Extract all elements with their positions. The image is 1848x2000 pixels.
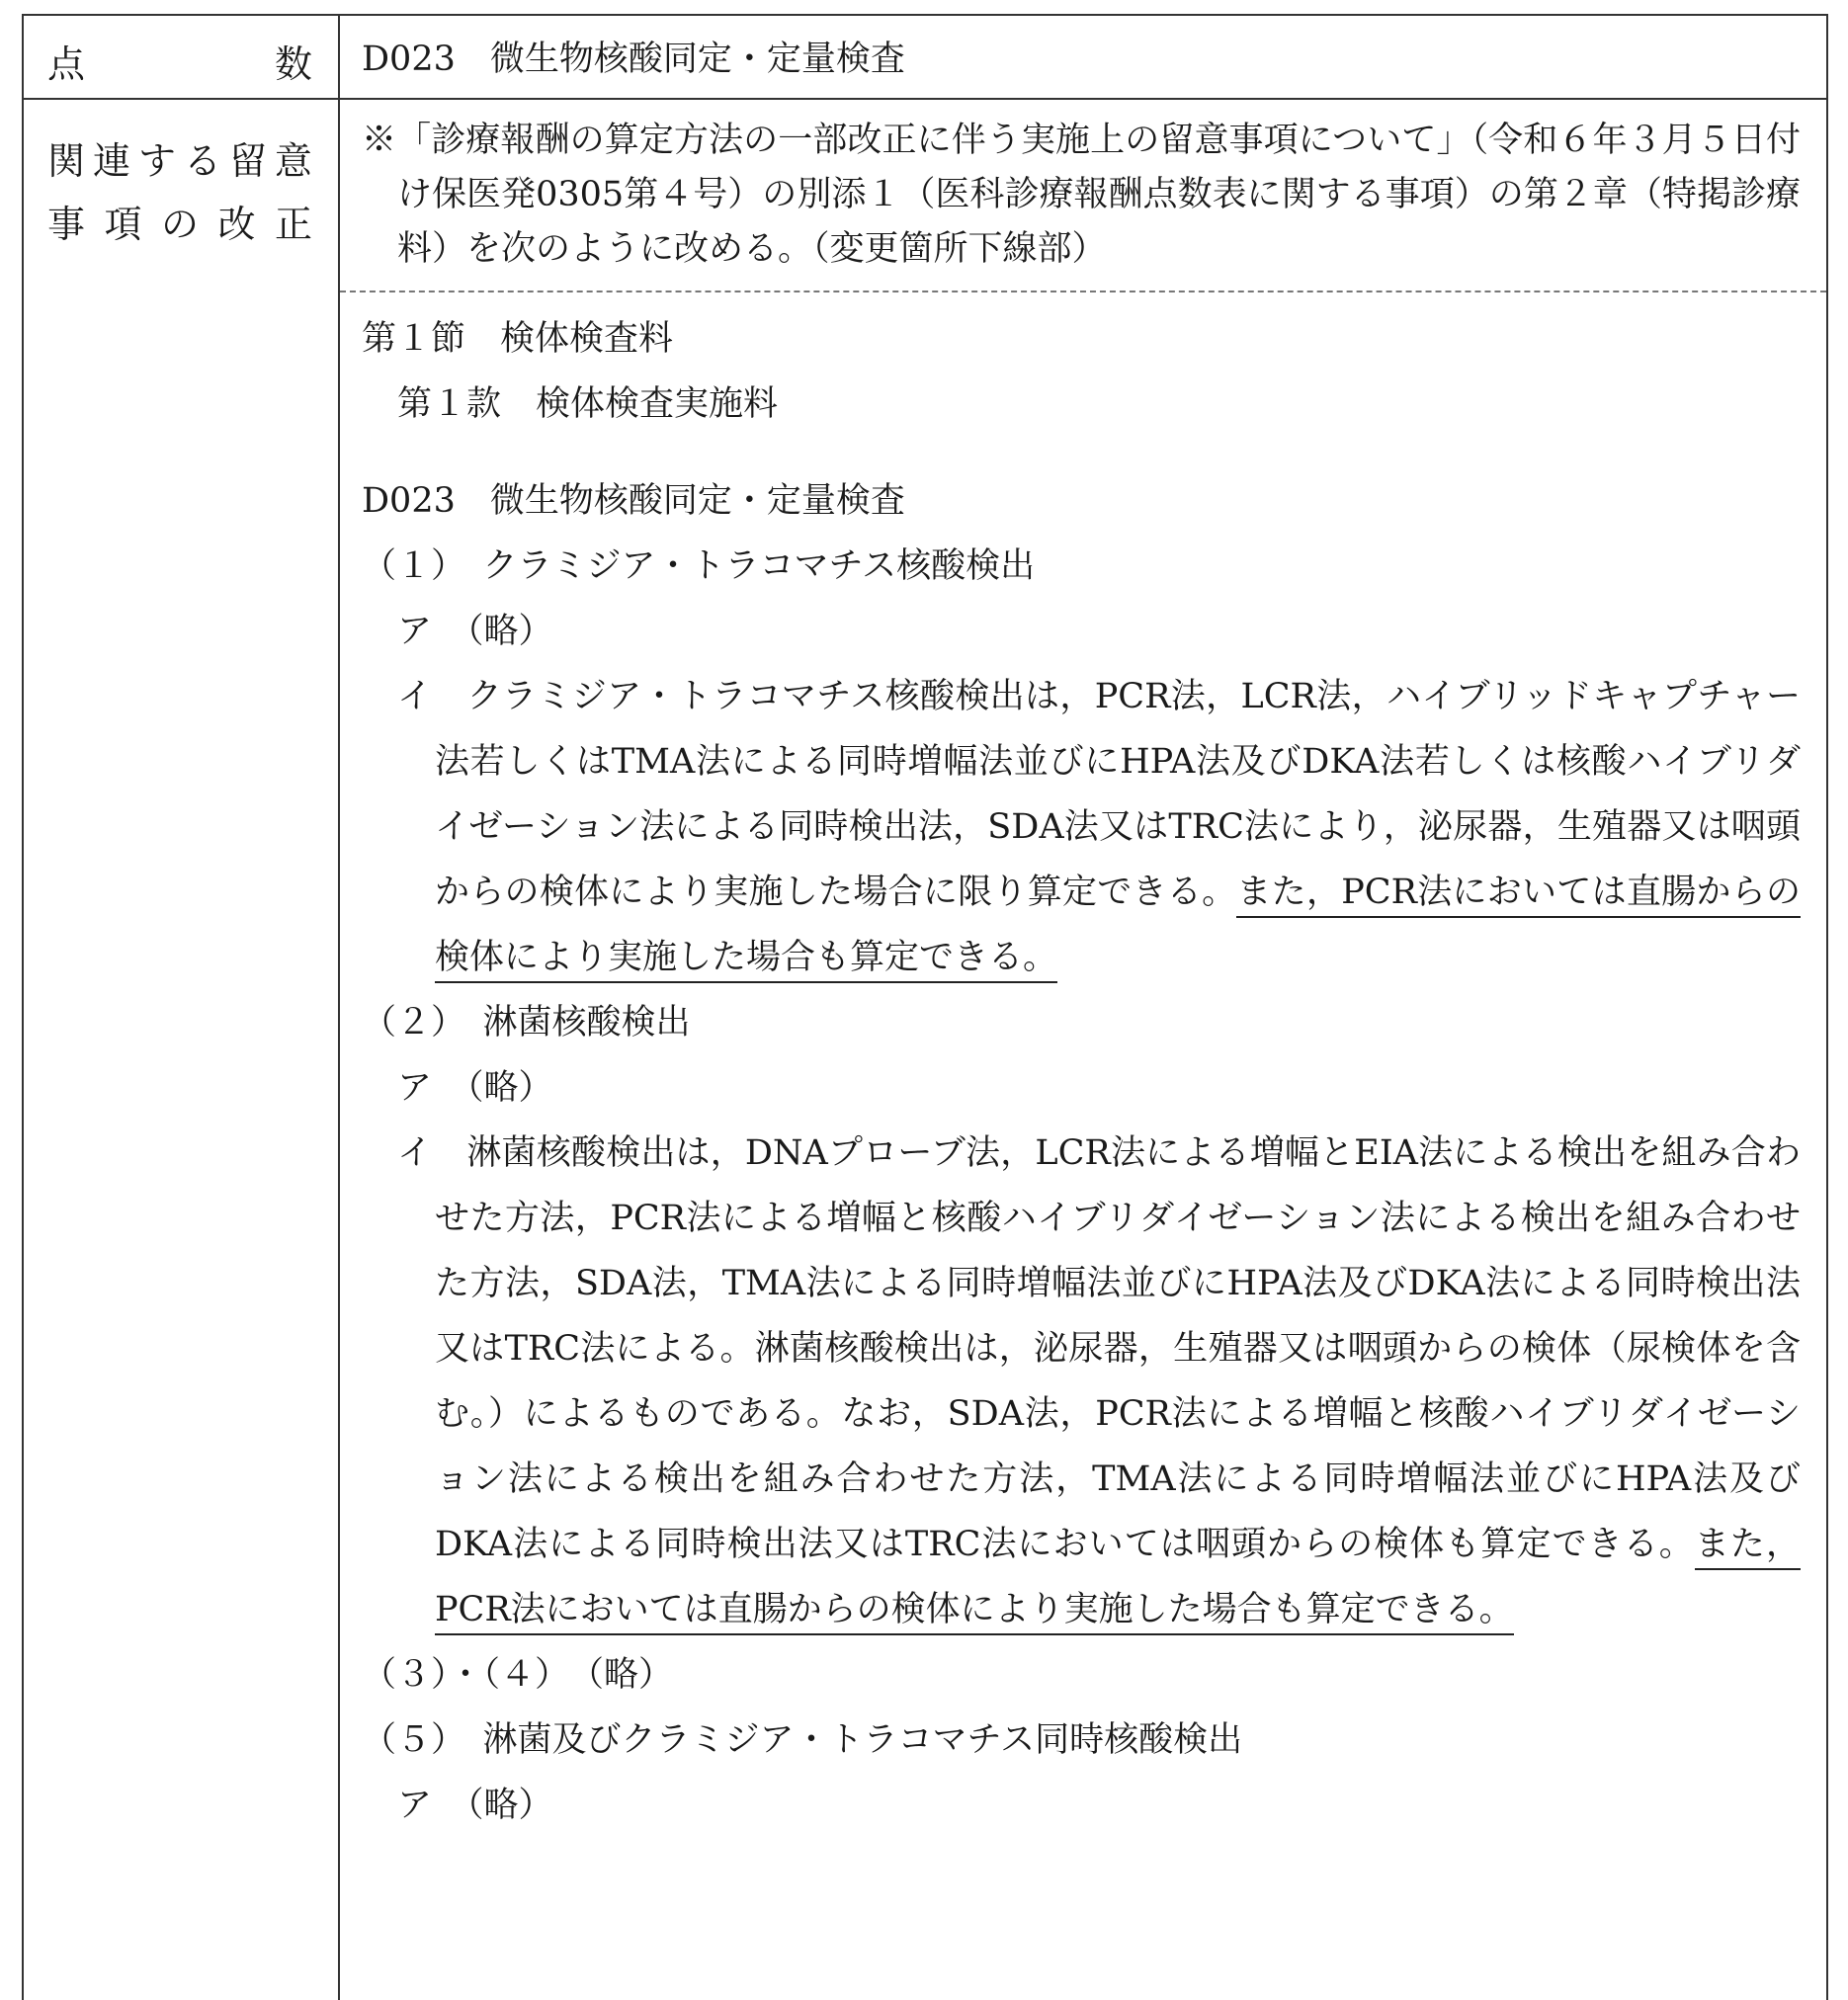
notice-text: ※「診療報酬の算定方法の一部改正に伴う実施上の留意事項について」（令和６年３月５日付け保医発0305第４号）の別添１（医科診療報酬点数表に関する事項）の第２章（特掲診療料）を次のように改める。（変更箇所下線部） bbox=[362, 121, 1801, 270]
notes-label-char: る bbox=[183, 139, 223, 184]
notes-label-char: 項 bbox=[104, 203, 144, 247]
notes-label-line bbox=[47, 129, 314, 193]
subsection-heading: 第１款 検体検査実施料 bbox=[397, 384, 779, 425]
notes-label-char: 改 bbox=[217, 203, 258, 247]
item1-a: ア （略） bbox=[397, 612, 553, 652]
notes-label-cell bbox=[23, 99, 339, 2000]
item5-heading: （５） 淋菌及びクラミジア・トラコマチス同時核酸検出 bbox=[362, 1720, 1243, 1761]
score-label-char: 点 bbox=[47, 42, 88, 86]
items34: （３）・（４） （略） bbox=[362, 1655, 674, 1696]
item2-b bbox=[362, 1121, 1801, 1642]
item2-heading: （２） 淋菌核酸検出 bbox=[362, 1003, 691, 1043]
revision-table bbox=[22, 14, 1828, 2000]
score-value-cell bbox=[339, 15, 1827, 99]
item1-b-text: イ クラミジア・トラコマチス核酸検出は，PCR法，LCR法，ハイブリッドキャプチャー法若しくはTMA法による同時増幅法並びにHPA法及びDKA法若しくは核酸ハイブリダイゼーション法による同時検出法，SDA法又はTRC法により，泌尿器，生殖器又は咽頭からの検体により実施した場合に限り算定できる。 bbox=[397, 677, 1801, 913]
score-label-char: 数 bbox=[274, 42, 314, 86]
item2-b-text: イ 淋菌核酸検出は，DNAプローブ法，LCR法による増幅とEIA法による検出を組み合わせた方法，PCR法による増幅と核酸ハイブリダイゼーション法による検出を組み合わせた方法，SDA法，TMA法による同時増幅法並びにHPA法及びDKA法による同時検出法又はTRC法による。淋菌核酸検出は，泌尿器，生殖器又は咽頭からの検体（尿検体を含む。）によるものである。なお，SDA法，PCR法による増幅と核酸ハイブリダイゼーション法による検出を組み合わせた方法，TMA法による同時増幅法並びにHPA法及びDKA法による同時検出法又はTRC法においては咽頭からの検体も算定できる。 bbox=[397, 1133, 1801, 1565]
score-label-cell bbox=[23, 15, 339, 99]
score-label bbox=[24, 16, 338, 91]
score-value: D023 微生物核酸同定・定量検査 bbox=[362, 40, 905, 79]
item1-b bbox=[362, 664, 1801, 990]
item2-b-underlined: また，PCR法においては直腸からの検体により実施した場合も算定できる。 bbox=[435, 1525, 1801, 1635]
notes-label-char: 正 bbox=[274, 203, 314, 247]
score-row bbox=[23, 15, 1827, 99]
notes-label-char: 事 bbox=[47, 203, 88, 247]
notes-label bbox=[24, 100, 338, 256]
item1-heading: （１） クラミジア・トラコマチス核酸検出 bbox=[362, 546, 1036, 587]
item5-a: ア （略） bbox=[397, 1786, 553, 1826]
notes-label-char: の bbox=[160, 203, 201, 247]
notes-label-char: す bbox=[137, 139, 178, 184]
item-title: D023 微生物核酸同定・定量検査 bbox=[362, 481, 905, 522]
notes-label-char: 連 bbox=[92, 139, 132, 184]
section-heading: 第１節 検体検査料 bbox=[362, 319, 674, 360]
item1-b-underlined: また，PCR法においては直腸からの検体により実施した場合も算定できる。 bbox=[435, 873, 1801, 983]
notes-content-cell bbox=[339, 99, 1827, 2000]
revision-body bbox=[340, 292, 1826, 1838]
notes-label-char: 関 bbox=[47, 139, 88, 184]
notes-row bbox=[23, 99, 1827, 2000]
item2-a: ア （略） bbox=[397, 1068, 553, 1109]
notes-label-char: 留 bbox=[228, 139, 269, 184]
notes-label-line bbox=[47, 193, 314, 256]
notice-block bbox=[340, 100, 1826, 292]
notes-label-char: 意 bbox=[274, 139, 314, 184]
